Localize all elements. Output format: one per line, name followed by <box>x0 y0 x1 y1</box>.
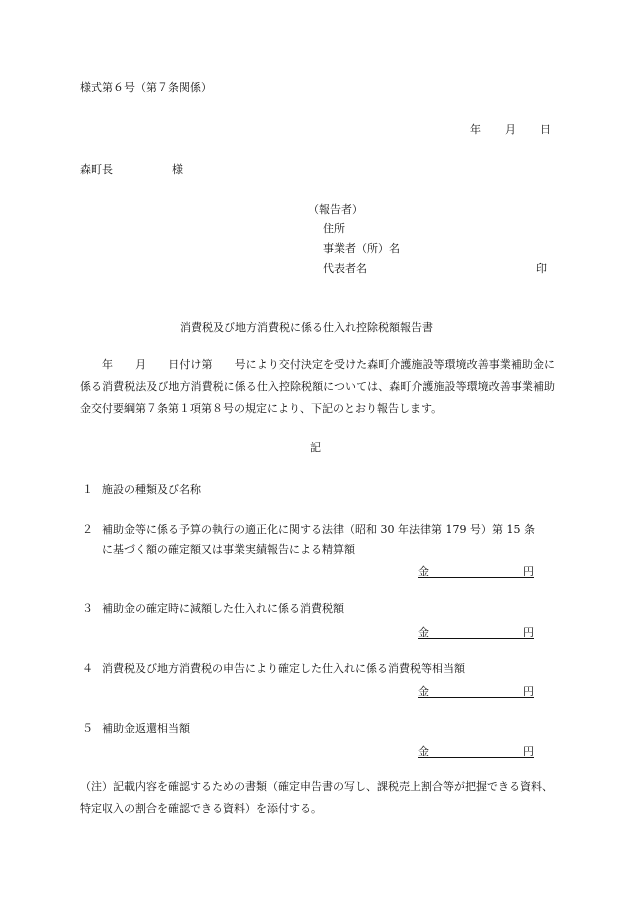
amount-suffix: 円 <box>523 626 534 639</box>
amount-prefix: 金 <box>418 745 429 758</box>
amount-field <box>418 743 534 758</box>
item-text: 補助金の確定時に減額した仕入れに係る消費税額 <box>102 602 344 615</box>
amount-suffix: 円 <box>523 745 534 758</box>
item-text: 消費税及び地方消費税の申告により確定した仕入れに係る消費税等相当額 <box>102 662 465 675</box>
addressee-name: 森町長 <box>80 163 113 176</box>
amount-prefix: 金 <box>418 685 429 698</box>
representative-label: 代表者名 <box>323 262 367 275</box>
date-year-label: 年 <box>470 123 481 136</box>
amount-field <box>418 683 534 698</box>
item-number: ４ <box>82 662 93 675</box>
reporter-label: （報告者） <box>308 203 363 216</box>
item-text-line1: 補助金等に係る予算の執行の適正化に関する法律（昭和 30 年法律第 179 号）第 15 条 <box>102 523 535 536</box>
document-title: 消費税及び地方消費税に係る仕入れ控除税額報告書 <box>180 321 433 334</box>
amount-prefix: 金 <box>418 626 429 639</box>
item-number: ５ <box>82 722 93 735</box>
business-name-label: 事業者（所）名 <box>323 242 400 255</box>
date-day-label: 日 <box>540 123 551 136</box>
body-paragraph: 年 月 日付け第 号により交付決定を受けた森町介護施設等環境改善事業補助金に係る消費税法及び地方消費税に係る仕入控除税額については、森町介護施設等環境改善事業補助金交付要綱第７条第１項第８号の規定により、下記のとおり報告します。 <box>80 358 555 415</box>
amount-suffix: 円 <box>523 565 534 578</box>
seal-label: 印 <box>536 262 547 275</box>
amount-field <box>418 624 534 639</box>
attachment-note: （注）記載内容を確認するための書類（確定申告書の写し、課税売上割合等が把握できる資料、特定収入の割合を確認できる資料）を添付する。 <box>80 780 553 815</box>
item-text: 施設の種類及び名称 <box>102 483 201 496</box>
addressee-honorific: 様 <box>172 163 183 176</box>
item-number: ２ <box>82 523 93 536</box>
item-text-line2: に基づく額の確定額又は事業実績報告による精算額 <box>102 543 355 556</box>
address-label: 住所 <box>323 222 345 235</box>
ki-heading: 記 <box>310 441 321 454</box>
item-text: 補助金返還相当額 <box>102 722 190 735</box>
date-month-label: 月 <box>505 123 516 136</box>
amount-suffix: 円 <box>523 685 534 698</box>
item-number: １ <box>82 483 93 496</box>
item-number: ３ <box>82 602 93 615</box>
amount-field <box>418 563 534 578</box>
amount-prefix: 金 <box>418 565 429 578</box>
form-number: 様式第６号（第７条関係） <box>80 81 212 94</box>
